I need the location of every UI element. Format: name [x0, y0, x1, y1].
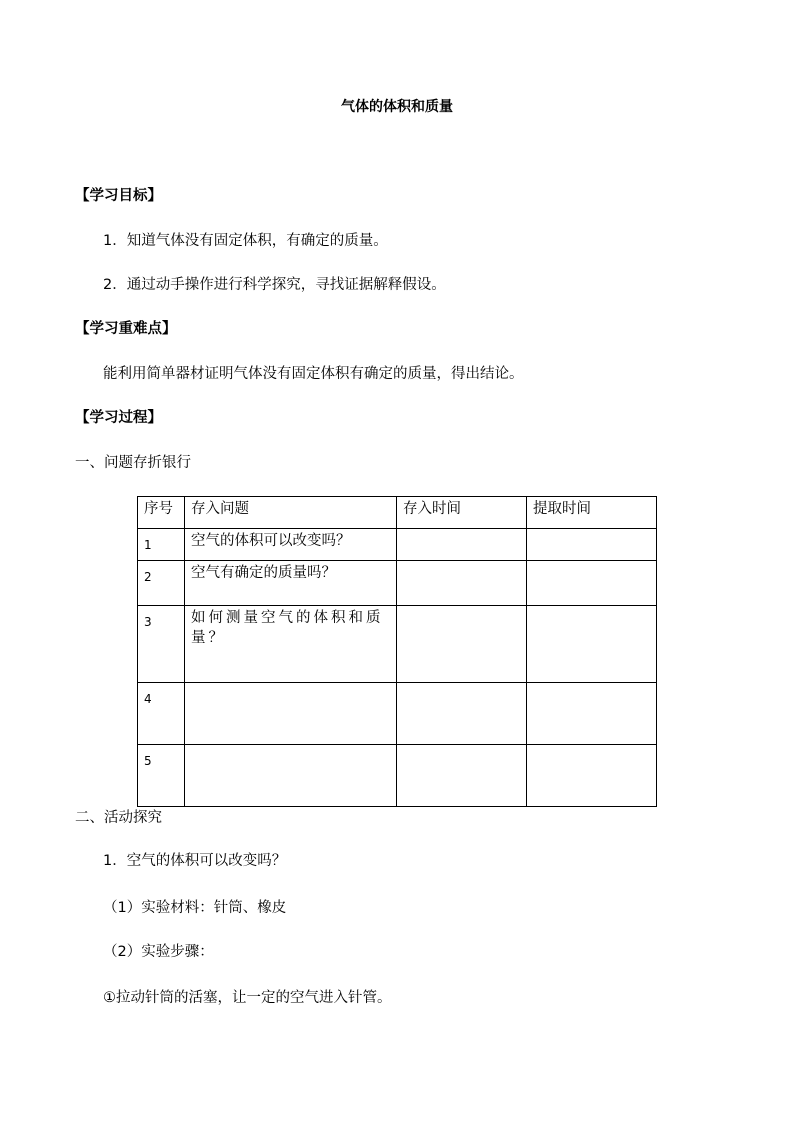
row-withdraw-time	[527, 561, 657, 606]
row-deposit-time	[397, 561, 527, 606]
objective-item-2: 2．通过动手操作进行科学探究，寻找证据解释假设。	[103, 277, 446, 293]
page-title: 气体的体积和质量	[341, 99, 453, 115]
header-no: 序号	[138, 497, 185, 529]
row-no: 4	[138, 683, 185, 745]
experiment-steps-label: （2）实验步骤：	[103, 944, 214, 960]
part2-question-1: 1．空气的体积可以改变吗？	[103, 853, 287, 869]
row-question	[185, 683, 397, 745]
row-withdraw-time	[527, 683, 657, 745]
row-question: 空气的体积可以改变吗？	[185, 529, 397, 561]
row-withdraw-time	[527, 606, 657, 683]
row-deposit-time	[397, 745, 527, 807]
key-points-heading: 【学习重难点】	[75, 321, 177, 337]
row-no: 3	[138, 606, 185, 683]
header-deposit-time: 存入时间	[397, 497, 527, 529]
row-question	[185, 745, 397, 807]
process-heading: 【学习过程】	[75, 410, 162, 426]
table-row	[138, 683, 657, 745]
objectives-heading: 【学习目标】	[75, 188, 162, 204]
question-bank-table	[137, 496, 657, 807]
header-question: 存入问题	[185, 497, 397, 529]
row-no: 5	[138, 745, 185, 807]
header-withdraw-time: 提取时间	[527, 497, 657, 529]
row-deposit-time	[397, 606, 527, 683]
row-question: 空气有确定的质量吗？	[185, 561, 397, 606]
table-header-row	[138, 497, 657, 529]
experiment-materials: （1）实验材料：针筒、橡皮	[103, 900, 287, 916]
row-withdraw-time	[527, 529, 657, 561]
row-deposit-time	[397, 683, 527, 745]
part1-heading: 一、问题存折银行	[75, 455, 191, 471]
table-row	[138, 745, 657, 807]
row-deposit-time	[397, 529, 527, 561]
row-question: 如何测量空气的体积和质量？	[185, 606, 397, 683]
row-no: 1	[138, 529, 185, 561]
table-row	[138, 606, 657, 683]
key-points-text: 能利用简单器材证明气体没有固定体积有确定的质量，得出结论。	[103, 366, 524, 382]
experiment-step-1: ①拉动针筒的活塞，让一定的空气进入针管。	[103, 990, 392, 1006]
part2-heading: 二、活动探究	[75, 810, 162, 826]
row-withdraw-time	[527, 745, 657, 807]
row-no: 2	[138, 561, 185, 606]
table-row	[138, 561, 657, 606]
table-row	[138, 529, 657, 561]
objective-item-1: 1．知道气体没有固定体积，有确定的质量。	[103, 233, 388, 249]
